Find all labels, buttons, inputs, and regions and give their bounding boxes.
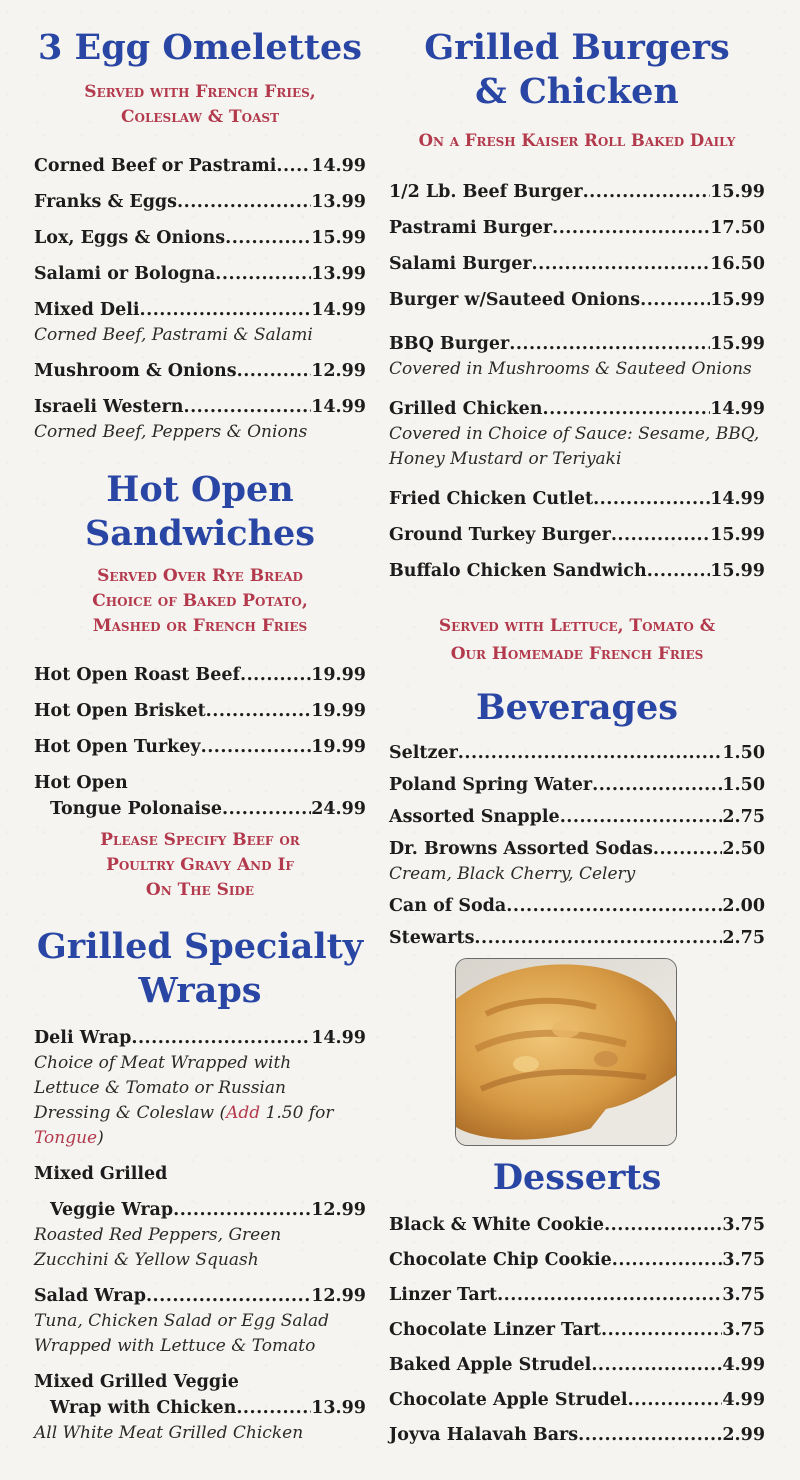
section-title-burgers: & Chicken <box>475 71 679 112</box>
hot-open-subtitle: Mashed or French Fries <box>92 616 308 636</box>
item-description: Corned Beef, Peppers & Onions <box>34 422 308 442</box>
menu-item: Stewarts ..... 2.75 <box>389 925 765 951</box>
menu-item: Mixed Grilled Veggie Wrap with Chicken ..... 13.99 All White Meat Grilled Chicken <box>34 1369 366 1446</box>
apple-strudel-photo <box>455 958 677 1146</box>
menu-item: Franks & Eggs ..... 13.99 <box>34 189 366 215</box>
item-description: Dressing & Coleslaw (Add 1.50 for <box>34 1103 334 1123</box>
menu-item: Dr. Browns Assorted Sodas ..... 2.50 Cream, Black Cherry, Celery <box>389 836 765 887</box>
omelettes-subtitle: Served with French Fries, <box>84 82 316 102</box>
menu-item: Deli Wrap ..... 14.99 Choice of Meat Wrapped with Lettuce & Tomato or Russian Dressing & Coleslaw (Add 1.50 for Tongue) <box>34 1025 366 1151</box>
menu-item: 1/2 Lb. Beef Burger ..... 15.99 <box>389 179 765 205</box>
menu-item: Hot Open Turkey ..... 19.99 <box>34 734 366 760</box>
price: 15.99 <box>710 290 765 310</box>
price: 19.99 <box>311 737 366 757</box>
price: 14.99 <box>710 489 765 509</box>
omelettes-subtitle: Coleslaw & Toast <box>120 107 280 127</box>
price: 2.00 <box>722 896 765 916</box>
item-description: Honey Mustard or Teriyaki <box>389 449 622 469</box>
price: 24.99 <box>311 799 366 819</box>
menu-item: Salami Burger ..... 16.50 <box>389 251 765 277</box>
section-title-omelettes: 3 Egg Omelettes <box>37 27 362 68</box>
menu-item: Joyva Halavah Bars ..... 2.99 <box>389 1422 765 1448</box>
menu-item: Buffalo Chicken Sandwich ..... 15.99 <box>389 558 765 584</box>
price: 4.99 <box>722 1355 765 1375</box>
burgers-list <box>389 179 765 584</box>
menu-item: Seltzer ..... 1.50 <box>389 740 765 766</box>
menu-item: Lox, Eggs & Onions ..... 15.99 <box>34 225 366 251</box>
pastry-image <box>456 959 677 1146</box>
burgers-note: Served with Lettuce, Tomato & Our Homemade French Fries <box>438 616 716 664</box>
price: 14.99 <box>311 1028 366 1048</box>
menu-item: Mixed Deli ..... 14.99 Corned Beef, Pastrami & Salami <box>34 297 366 348</box>
menu-item: Salad Wrap ..... 12.99 Tuna, Chicken Salad or Egg Salad Wrapped with Lettuce & Tomato <box>34 1283 366 1359</box>
price: 14.99 <box>311 300 366 320</box>
price: 4.99 <box>722 1390 765 1410</box>
hot-open-note: Please Specify Beef or Poultry Gravy And If On The Side <box>100 830 300 900</box>
menu-item: Baked Apple Strudel ..... 4.99 <box>389 1352 765 1378</box>
price: 14.99 <box>311 397 366 417</box>
burgers-section <box>389 26 765 153</box>
price: 17.50 <box>710 218 765 238</box>
menu-item: Grilled Chicken ..... 14.99 Covered in Choice of Sauce: Sesame, BBQ, Honey Mustard or Teriyaki <box>389 396 765 472</box>
item-description: Wrapped with Lettuce & Tomato <box>34 1336 316 1356</box>
item-description: Choice of Meat Wrapped with <box>34 1053 292 1073</box>
price: 2.99 <box>722 1425 765 1445</box>
price: 12.99 <box>311 1200 366 1220</box>
menu-item: Poland Spring Water ..... 1.50 <box>389 772 765 798</box>
item-description: Covered in Mushrooms & Sauteed Onions <box>389 359 752 379</box>
price: 15.99 <box>710 182 765 202</box>
burgers-subtitle: On a Fresh Kaiser Roll Baked Daily <box>418 131 736 150</box>
beverages-section <box>389 686 765 730</box>
price: 13.99 <box>311 192 366 212</box>
item-description: Lettuce & Tomato or Russian <box>34 1078 286 1098</box>
menu-item: Chocolate Linzer Tart ..... 3.75 <box>389 1317 765 1343</box>
item-description: Covered in Choice of Sauce: Sesame, BBQ, <box>389 424 760 444</box>
beverages-list <box>389 740 765 951</box>
price: 15.99 <box>710 334 765 354</box>
price: 19.99 <box>311 665 366 685</box>
hot-open-subtitle: Choice of Baked Potato, <box>92 591 308 611</box>
menu-item: Corned Beef or Pastrami ..... 14.99 <box>34 153 366 179</box>
omelettes-section <box>34 26 366 130</box>
section-title-desserts: Desserts <box>492 1157 662 1198</box>
section-title-beverages: Beverages <box>475 687 679 728</box>
item-description: Zucchini & Yellow Squash <box>34 1250 259 1270</box>
menu-item: Hot Open Tongue Polonaise ..... 24.99 <box>34 770 366 822</box>
price: 15.99 <box>710 561 765 581</box>
price: 2.75 <box>722 807 765 827</box>
price: 2.50 <box>722 839 765 859</box>
price: 14.99 <box>311 156 366 176</box>
price: 3.75 <box>722 1285 765 1305</box>
section-title-wraps: Wraps <box>138 970 262 1011</box>
section-title-hot-open: Hot Open <box>106 469 294 510</box>
item-description: Roasted Red Peppers, Green <box>34 1225 282 1245</box>
desserts-list <box>389 1212 765 1448</box>
price: 1.50 <box>722 775 765 795</box>
menu-item: Linzer Tart ..... 3.75 <box>389 1282 765 1308</box>
price: 3.75 <box>722 1215 765 1235</box>
menu-item: Mixed Grilled Veggie Wrap ..... 12.99 Roasted Red Peppers, Green Zucchini & Yellow Squash <box>34 1161 366 1273</box>
menu-item: Israeli Western ..... 14.99 Corned Beef, Peppers & Onions <box>34 394 366 445</box>
menu-item: Can of Soda ..... 2.00 <box>389 893 765 919</box>
price: 2.75 <box>722 928 765 948</box>
hot-open-section <box>34 468 366 639</box>
menu-item: Chocolate Apple Strudel ..... 4.99 <box>389 1387 765 1413</box>
menu-item: Mushroom & Onions ..... 12.99 <box>34 358 366 384</box>
menu-item: Fried Chicken Cutlet ..... 14.99 <box>389 486 765 512</box>
menu-item: Ground Turkey Burger ..... 15.99 <box>389 522 765 548</box>
item-description: Corned Beef, Pastrami & Salami <box>34 325 313 345</box>
menu-item: Black & White Cookie ..... 3.75 <box>389 1212 765 1238</box>
price: 3.75 <box>722 1320 765 1340</box>
menu-item: Salami or Bologna ..... 13.99 <box>34 261 366 287</box>
price: 15.99 <box>710 525 765 545</box>
omelettes-list <box>34 153 366 445</box>
item-description: Tongue) <box>34 1128 104 1148</box>
price: 13.99 <box>311 1398 366 1418</box>
menu-item: Assorted Snapple ..... 2.75 <box>389 804 765 830</box>
item-description: All White Meat Grilled Chicken <box>34 1423 304 1443</box>
price: 12.99 <box>311 361 366 381</box>
item-description: Cream, Black Cherry, Celery <box>389 864 636 884</box>
item-description: Tuna, Chicken Salad or Egg Salad <box>34 1311 330 1331</box>
hot-open-list <box>34 662 366 822</box>
hot-open-subtitle: Served Over Rye Bread <box>97 566 303 586</box>
menu-item: BBQ Burger ..... 15.99 Covered in Mushrooms & Sauteed Onions <box>389 331 765 382</box>
menu-item: Chocolate Chip Cookie ..... 3.75 <box>389 1247 765 1273</box>
section-title-wraps: Grilled Specialty <box>36 926 364 967</box>
price: 12.99 <box>311 1286 366 1306</box>
price: 1.50 <box>722 743 765 763</box>
price: 13.99 <box>311 264 366 284</box>
menu-item: Pastrami Burger ..... 17.50 <box>389 215 765 241</box>
menu-item: Burger w/Sauteed Onions ..... 15.99 <box>389 287 765 313</box>
price: 16.50 <box>710 254 765 274</box>
price: 3.75 <box>722 1250 765 1270</box>
wraps-section <box>34 925 366 1013</box>
desserts-section <box>389 1156 765 1200</box>
section-title-hot-open: Sandwiches <box>84 513 316 554</box>
price: 14.99 <box>710 399 765 419</box>
wraps-list <box>34 1025 366 1446</box>
section-title-burgers: Grilled Burgers <box>424 27 730 68</box>
menu-item: Hot Open Roast Beef ..... 19.99 <box>34 662 366 688</box>
price: 15.99 <box>311 228 366 248</box>
menu-item: Hot Open Brisket ..... 19.99 <box>34 698 366 724</box>
price: 19.99 <box>311 701 366 721</box>
